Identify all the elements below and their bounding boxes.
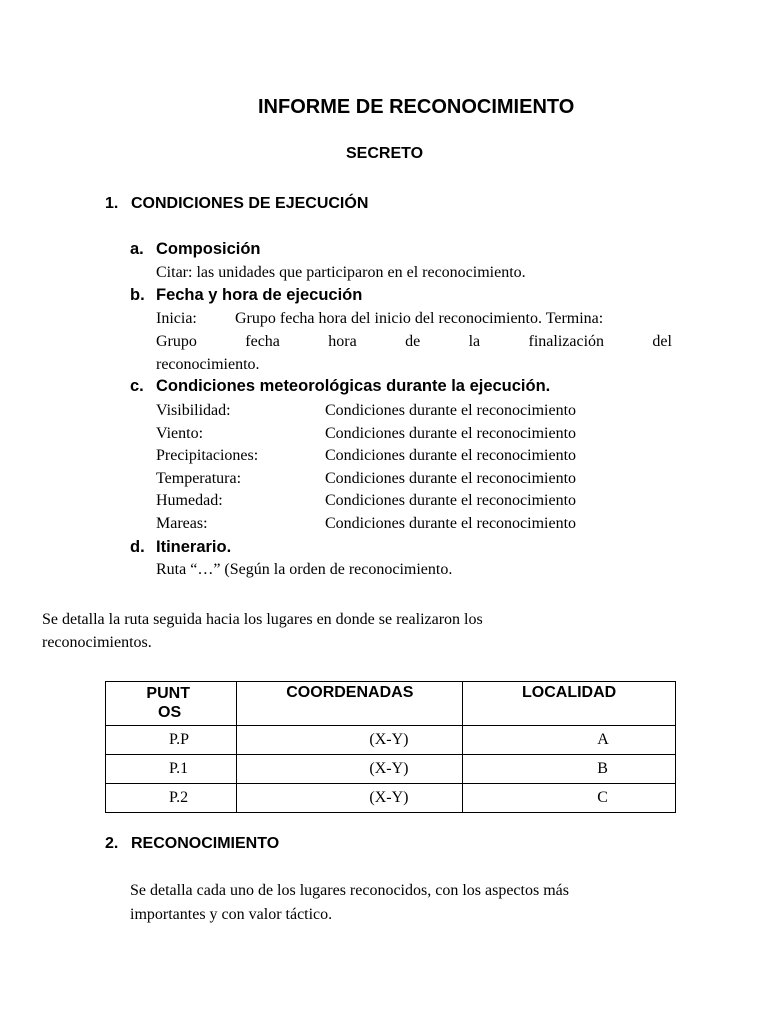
weather-row: [0, 445, 768, 467]
weather-label: Temperatura:: [156, 470, 242, 487]
cell-punto: P.1: [106, 755, 237, 784]
subsection-d-text: Ruta “…” (Según la orden de reconocimiento.: [156, 561, 453, 578]
weather-label: Humedad:: [156, 492, 223, 509]
subsection-d-title: Itinerario.: [156, 538, 232, 556]
cell-punto: P.2: [106, 784, 237, 813]
subsection-d-heading: [130, 538, 232, 557]
weather-row: [0, 468, 768, 490]
table-header-row: [106, 682, 676, 726]
justified-word: fecha: [245, 333, 280, 350]
table-row: [106, 755, 676, 784]
justified-word: Grupo: [156, 333, 197, 350]
cell-punto: P.P: [106, 726, 237, 755]
subsection-a-text: Citar: las unidades que participaron en el reconocimiento.: [156, 264, 526, 281]
section-2-line-2: importantes y con valor táctico.: [130, 906, 333, 923]
weather-value: Condiciones durante el reconocimiento: [325, 425, 577, 442]
justified-word: finalización: [528, 333, 605, 350]
subsection-b-line-1: [156, 308, 604, 330]
justified-word: de: [405, 333, 421, 350]
cell-coordenadas: (X-Y): [237, 726, 463, 755]
section-2-line-1: Se detalla cada uno de los lugares reconocidos, con los aspectos más: [130, 882, 569, 899]
weather-row: [0, 423, 768, 445]
header-puntos-line-1: PUNT: [146, 685, 190, 702]
justified-word: la: [468, 333, 481, 350]
subsection-b-letter: b.: [130, 286, 145, 304]
cell-coordenadas: (X-Y): [237, 755, 463, 784]
subsection-c-heading: [130, 377, 551, 396]
header-coordenadas: COORDENADAS: [237, 682, 463, 726]
table-row: [106, 726, 676, 755]
route-line-1: Se detalla la ruta seguida hacia los lugares en donde se realizaron los: [42, 611, 483, 628]
cell-coordenadas: (X-Y): [237, 784, 463, 813]
section-1-title: CONDICIONES DE EJECUCIÓN: [131, 195, 369, 212]
start-label: Inicia:: [156, 310, 197, 327]
subsection-a-letter: a.: [130, 240, 144, 258]
section-2-title: RECONOCIMIENTO: [131, 835, 280, 852]
route-line-2: reconocimientos.: [42, 634, 152, 651]
classification-label: SECRETO: [346, 145, 424, 162]
header-localidad: LOCALIDAD: [463, 682, 676, 726]
document-title: INFORME DE RECONOCIMIENTO: [258, 96, 575, 118]
header-puntos-line-2: OS: [158, 704, 182, 721]
weather-value: Condiciones durante el reconocimiento: [325, 402, 577, 419]
weather-value: Condiciones durante el reconocimiento: [325, 470, 577, 487]
subsection-b-line-3: reconocimiento.: [156, 356, 260, 373]
weather-value: Condiciones durante el reconocimiento: [325, 447, 577, 464]
route-paragraph: [42, 608, 483, 654]
subsection-a-heading: [130, 240, 261, 259]
weather-label: Mareas:: [156, 515, 208, 532]
subsection-a-title: Composición: [156, 240, 261, 258]
subsection-b-line-2: [156, 331, 672, 353]
weather-row: [0, 490, 768, 512]
subsection-b-heading: [130, 286, 363, 305]
header-puntos: [106, 682, 237, 726]
subsection-d-letter: d.: [130, 538, 145, 556]
weather-label: Precipitaciones:: [156, 447, 259, 464]
subsection-c-letter: c.: [130, 377, 144, 395]
section-2-heading: [105, 835, 280, 853]
weather-value: Condiciones durante el reconocimiento: [325, 515, 577, 532]
subsection-c-title: Condiciones meteorológicas durante la ejecución.: [156, 377, 551, 395]
weather-row: [0, 513, 768, 535]
weather-label: Visibilidad:: [156, 402, 231, 419]
section-2-number: 2.: [105, 835, 119, 852]
section-2-paragraph: [130, 879, 569, 927]
justified-word: hora: [328, 333, 357, 350]
section-1-heading: [105, 195, 369, 213]
cell-localidad: C: [463, 784, 676, 813]
weather-label: Viento:: [156, 425, 204, 442]
cell-localidad: A: [463, 726, 676, 755]
weather-value: Condiciones durante el reconocimiento: [325, 492, 577, 509]
justified-word: del: [652, 333, 672, 350]
start-text: Grupo fecha hora del inicio del reconocimiento. Termina:: [235, 310, 604, 327]
table-row: [106, 784, 676, 813]
section-1-number: 1.: [105, 195, 119, 212]
subsection-b-title: Fecha y hora de ejecución: [156, 286, 363, 304]
route-points-table: [105, 681, 676, 813]
cell-localidad: B: [463, 755, 676, 784]
weather-row: [0, 400, 768, 422]
